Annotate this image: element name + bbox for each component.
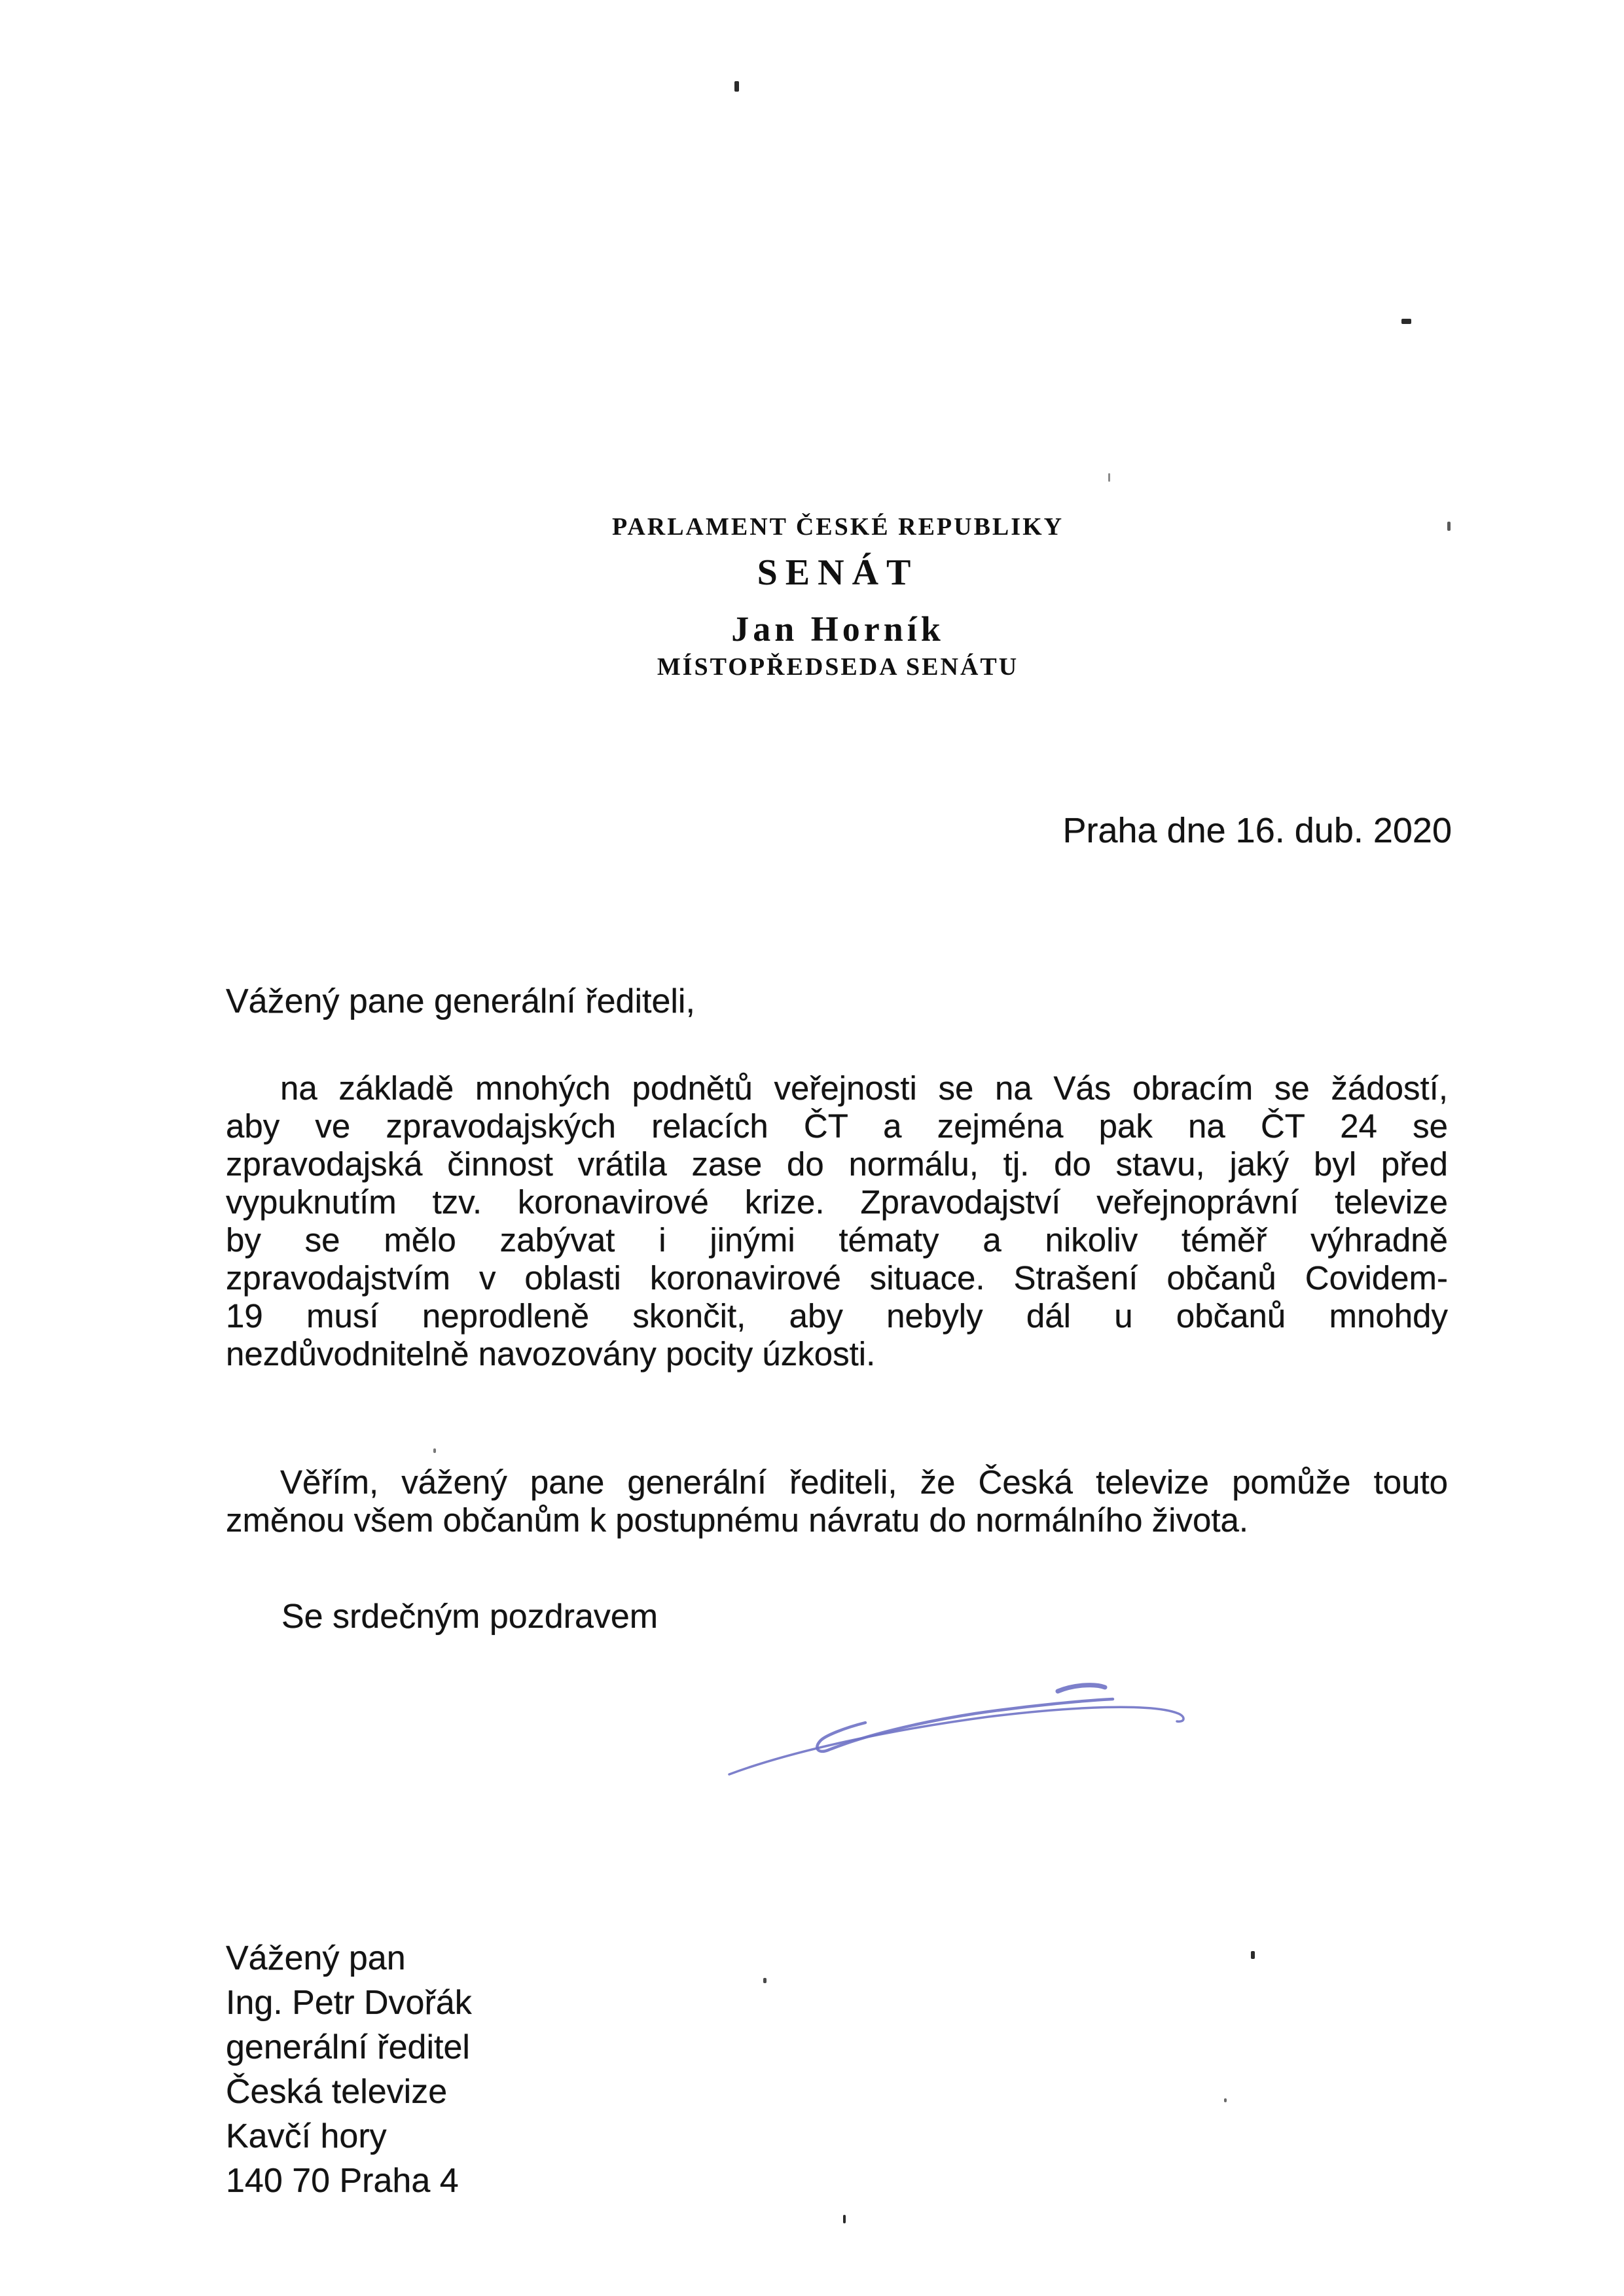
signature-handwriting: [694, 1662, 1211, 1800]
signature-stroke-dash: [1058, 1685, 1105, 1691]
body-paragraph-1: [226, 1069, 1448, 1373]
scan-noise-speck: [734, 81, 739, 92]
paragraph-line: aby ve zpravodajských relacích ČT a zejména pak na ČT 24 se: [226, 1107, 1448, 1145]
paragraph-line: 19 musí neprodleně skončit, aby nebyly dál u občanů mnohdy: [226, 1297, 1448, 1335]
paragraph-line: změnou všem občanům k postupnému návratu do normálního života.: [226, 1501, 1249, 1539]
date-line: Praha dne 16. dub. 2020: [1062, 811, 1452, 850]
paragraph-line: by se mělo zabývat i jinými tématy a nikoliv téměř výhradně: [226, 1221, 1448, 1259]
paragraph-line: nezdůvodnitelně navozovány pocity úzkosti.: [226, 1335, 876, 1372]
scan-noise-speck: [433, 1448, 436, 1453]
scan-noise-speck: [1447, 522, 1451, 531]
address-line: 140 70 Praha 4: [226, 2162, 459, 2200]
salutation: Vážený pane generální řediteli,: [226, 982, 695, 1020]
address-line: generální ředitel: [226, 2028, 470, 2066]
recipient-address: [226, 1936, 472, 2203]
scan-noise-speck: [1108, 473, 1110, 482]
scan-noise-speck: [763, 1978, 767, 1983]
closing-salutation: Se srdečným pozdravem: [281, 1598, 659, 1636]
address-line: Ing. Petr Dvořák: [226, 1984, 472, 2022]
scan-noise-speck: [843, 2215, 846, 2223]
address-line: Vážený pan: [226, 1939, 406, 1977]
letterhead-sender-name: Jan Horník: [731, 609, 945, 649]
scan-noise-speck: [1251, 1951, 1255, 1959]
paragraph-line: zpravodajstvím v oblasti koronavirové situace. Strašení občanů Covidem-: [226, 1259, 1448, 1297]
paragraph-line: zpravodajská činnost vrátila zase do normálu, tj. do stavu, jaký byl před: [226, 1145, 1448, 1183]
scan-noise-speck: [1224, 2098, 1227, 2102]
paragraph-line: na základě mnohých podnětů veřejnosti se na Vás obracím se žádostí,: [280, 1069, 1448, 1107]
body-paragraph-2: [226, 1463, 1448, 1539]
letterhead-sender-role: MÍSTOPŘEDSEDA SENÁTU: [657, 653, 1019, 681]
address-line: Kavčí hory: [226, 2117, 387, 2155]
scan-noise-speck: [1401, 319, 1411, 324]
letterhead-senate: SENÁT: [757, 552, 919, 593]
address-line: Česká televize: [226, 2073, 448, 2111]
paragraph-line: vypuknutím tzv. koronavirové krize. Zpravodajství veřejnoprávní televize: [226, 1183, 1448, 1221]
letterhead-parliament: PARLAMENT ČESKÉ REPUBLIKY: [611, 513, 1064, 541]
paragraph-line: Věřím, vážený pane generální řediteli, že Česká televize pomůže touto: [280, 1463, 1448, 1501]
signature-stroke-loop: [817, 1699, 1113, 1751]
